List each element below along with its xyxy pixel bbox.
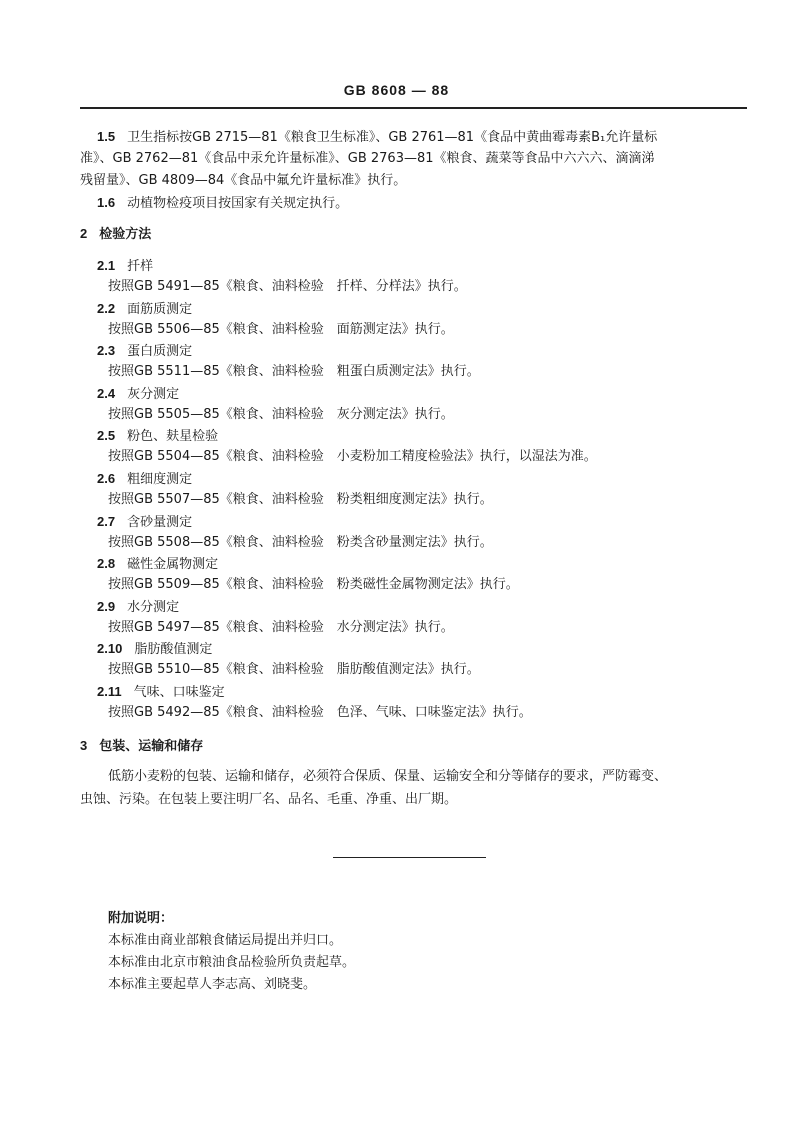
item-text: 按照GB 5492—85《粮食、油料检验 色泽、气味、口味鉴定法》执行。: [108, 705, 532, 720]
item-heading: [97, 427, 218, 446]
item-heading: [97, 257, 153, 276]
item-title: 灰分测定: [127, 386, 180, 402]
section-3-heading: [80, 737, 203, 756]
clause-text: 卫生指标按GB 2715—81《粮食卫生标准》、GB 2761—81《食品中黄曲霉毒素B₁允许量标: [127, 130, 658, 145]
item-text: 按照GB 5505—85《粮食、油料检验 灰分测定法》执行。: [108, 406, 454, 422]
section-title: 包装、运输和储存: [99, 739, 204, 754]
notes-title: 附加说明：: [108, 911, 174, 926]
item-title: 脂肪酸值测定: [134, 642, 213, 658]
item-title: 含砂量测定: [127, 514, 193, 530]
item-number: 2.9: [97, 598, 116, 614]
item-heading: [97, 640, 212, 659]
section-number: 2: [80, 226, 88, 241]
section-3-line1: 低筋小麦粉的包装、运输和储存，必须符合保质、保量、运输安全和分等储存的要求，严防霉变、: [108, 769, 668, 784]
item-number: 2.4: [97, 385, 116, 401]
item-heading: [97, 342, 192, 361]
item-number: 2.2: [97, 300, 116, 316]
clause-1-5-line1: [97, 128, 657, 147]
clause-number: 1.5: [97, 129, 116, 144]
item-title: 粗细度测定: [127, 472, 193, 487]
clause-1-6: [97, 194, 348, 213]
item-title: 面筋质测定: [127, 301, 193, 317]
item-number: 2.8: [97, 556, 116, 572]
item-heading: [97, 470, 192, 489]
item-heading: [97, 513, 192, 532]
item-text: 按照GB 5510—85《粮食、油料检验 脂肪酸值测定法》执行。: [108, 662, 480, 678]
item-number: 2.10: [97, 641, 123, 657]
item-heading: [97, 598, 179, 617]
notes-line-3: 本标准主要起草人李志高、刘晓斐。: [108, 977, 317, 992]
item-title: 扦样: [127, 259, 154, 274]
clause-1-5-line3: 残留量》、GB 4809—84《食品中氟允许量标准》执行。: [80, 173, 407, 188]
clause-1-5-line2: 准》、GB 2762—81《食品中汞允许量标准》、GB 2763—81《粮食、蔬菜等食品中六六六、滴滴涕: [80, 151, 655, 166]
item-text: 按照GB 5509—85《粮食、油料检验 粉类磁性金属物测定法》执行。: [108, 577, 519, 593]
item-text: 按照GB 5507—85《粮食、油料检验 粉类粗细度测定法》执行。: [108, 492, 493, 507]
clause-number: 1.6: [97, 195, 116, 210]
item-text: 按照GB 5504—85《粮食、油料检验 小麦粉加工精度检验法》执行，以湿法为准。: [108, 449, 597, 465]
item-title: 水分测定: [127, 599, 180, 615]
item-title: 蛋白质测定: [127, 344, 193, 360]
item-number: 2.7: [97, 513, 116, 529]
header-rule: [80, 107, 747, 109]
page-header-code: GB 8608 — 88: [343, 82, 450, 98]
item-text: 按照GB 5506—85《粮食、油料检验 面筋测定法》执行。: [108, 321, 454, 337]
item-title: 气味、口味鉴定: [133, 685, 225, 700]
item-heading: [97, 683, 225, 702]
section-2-heading: [80, 225, 151, 244]
item-text: 按照GB 5497—85《粮食、油料检验 水分测定法》执行。: [108, 619, 454, 635]
item-heading: [97, 300, 192, 319]
item-number: 2.3: [97, 343, 116, 359]
section-title: 检验方法: [99, 227, 152, 242]
clause-text: 动植物检疫项目按国家有关规定执行。: [127, 196, 349, 211]
item-heading: [97, 385, 179, 404]
end-rule: [333, 857, 486, 858]
item-number: 2.5: [97, 428, 116, 444]
item-text: 按照GB 5491—85《粮食、油料检验 扦样、分样法》执行。: [108, 279, 467, 294]
item-text: 按照GB 5511—85《粮食、油料检验 粗蛋白质测定法》执行。: [108, 364, 480, 380]
section-3-line2: 虫蚀、污染。在包装上要注明厂名、品名、毛重、净重、出厂期。: [80, 792, 458, 807]
notes-line-1: 本标准由商业部粮食储运局提出并归口。: [108, 933, 343, 948]
item-number: 2.11: [97, 684, 122, 699]
notes-line-2: 本标准由北京市粮油食品检验所负责起草。: [108, 955, 356, 970]
item-heading: [97, 555, 218, 574]
item-number: 2.1: [97, 258, 116, 273]
item-title: 粉色、麸星检验: [127, 429, 219, 445]
item-number: 2.6: [97, 471, 116, 486]
item-text: 按照GB 5508—85《粮食、油料检验 粉类含砂量测定法》执行。: [108, 534, 493, 550]
section-number: 3: [80, 738, 88, 753]
item-title: 磁性金属物测定: [127, 557, 219, 573]
